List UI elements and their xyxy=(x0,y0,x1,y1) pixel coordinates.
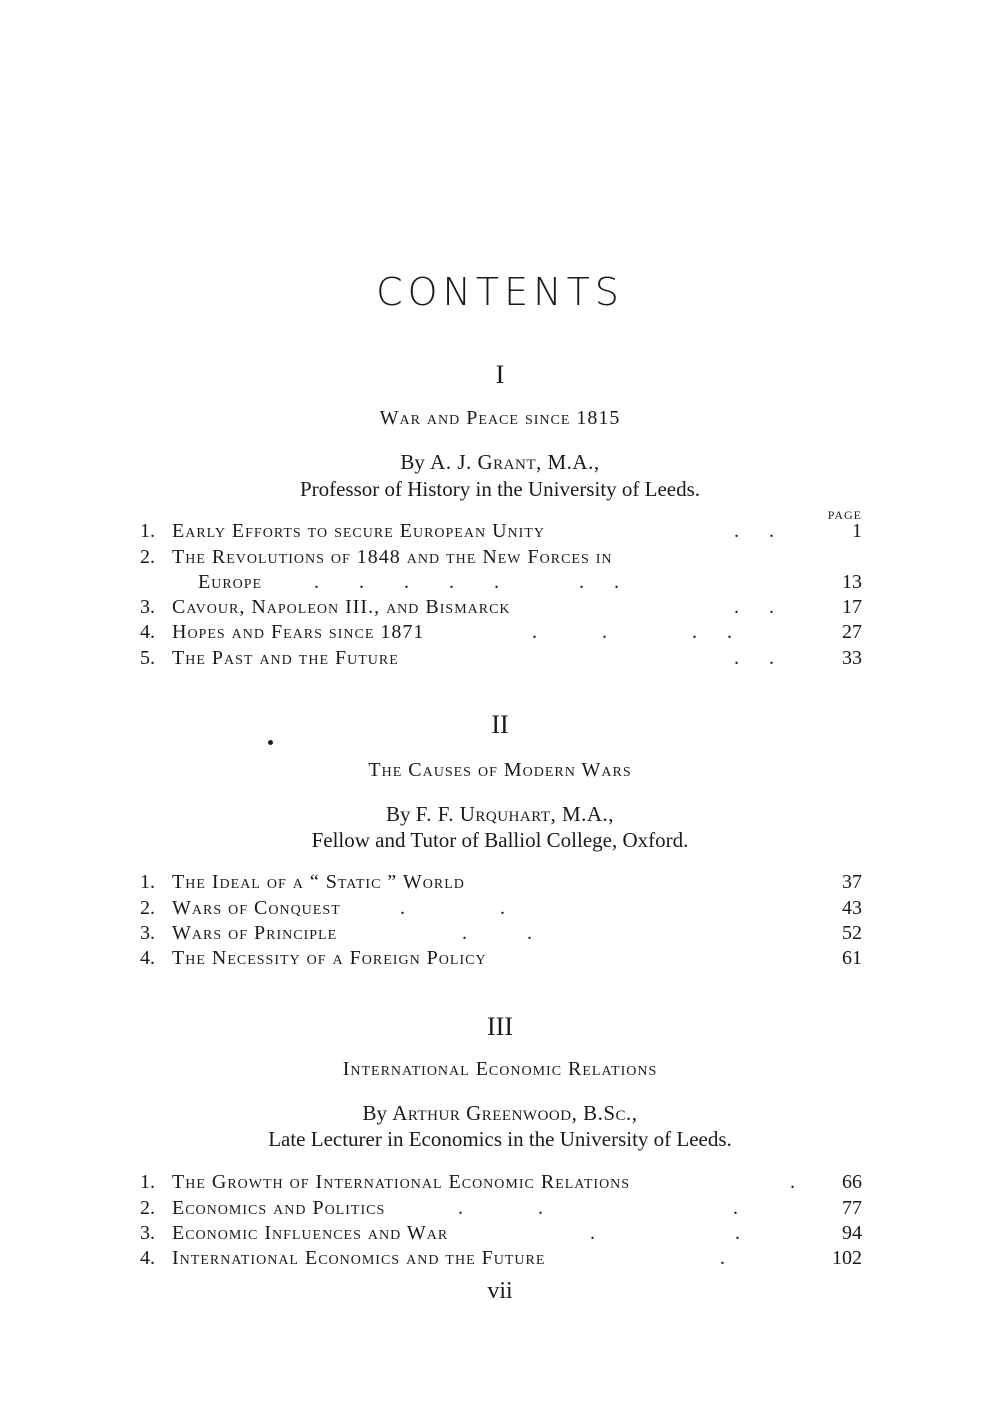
page-title: CONTENTS xyxy=(376,270,624,314)
entry-number: 3. xyxy=(140,1222,155,1244)
entry-number: 3. xyxy=(140,922,155,944)
toc-entry[interactable] xyxy=(140,1222,862,1248)
by-label: By xyxy=(385,802,411,826)
author-role: Professor of History in the University of Leeds. xyxy=(299,477,701,501)
dot-leader: . . . xyxy=(458,1197,738,1219)
author-role: Fellow and Tutor of Balliol College, Oxford. xyxy=(311,828,689,852)
dot-leader: . . xyxy=(734,520,774,542)
entry-title: Economics and Politics xyxy=(172,1197,386,1219)
toc-entry[interactable] xyxy=(140,596,862,622)
entry-page: 13 xyxy=(842,571,862,593)
entry-page: 94 xyxy=(842,1222,862,1244)
entry-page: 33 xyxy=(842,647,862,669)
toc-entry[interactable] xyxy=(140,647,862,673)
entry-page: 52 xyxy=(842,922,862,944)
dot-leader: . . xyxy=(734,596,774,618)
dot-leader: . . xyxy=(400,897,505,919)
entry-title: Wars of Conquest xyxy=(172,897,341,919)
stray-mark xyxy=(268,740,273,745)
entry-page: 37 xyxy=(842,871,862,893)
toc-entry[interactable] xyxy=(140,922,862,948)
author-name: F. F. Urquhart, M.A., xyxy=(415,802,615,826)
toc-entry[interactable] xyxy=(140,546,862,572)
entry-title: The Growth of International Economic Relations xyxy=(172,1171,631,1193)
toc-entry[interactable] xyxy=(140,1171,862,1197)
entry-title: The Necessity of a Foreign Policy xyxy=(172,947,487,969)
by-label: By xyxy=(400,450,425,474)
toc-entry[interactable] xyxy=(140,1247,862,1273)
entry-page: 61 xyxy=(842,947,862,969)
part-numeral: II xyxy=(491,710,509,739)
entry-title: International Economics and the Future xyxy=(172,1247,546,1269)
dot-leader: . xyxy=(720,1247,725,1269)
author-line xyxy=(0,450,1000,475)
entry-number: 5. xyxy=(140,647,155,669)
author-role: Late Lecturer in Economics in the University of Leeds. xyxy=(268,1127,732,1151)
part-title: International Economic Relations xyxy=(342,1058,658,1080)
entry-title: Early Efforts to secure European Unity xyxy=(172,520,545,542)
dot-leader: . . . . . . . xyxy=(314,571,619,593)
dot-leader: . . xyxy=(462,922,532,944)
entry-page: 43 xyxy=(842,897,862,919)
entry-number: 2. xyxy=(140,897,155,919)
entry-number: 2. xyxy=(140,1197,155,1219)
entry-page: 27 xyxy=(842,621,862,643)
toc-entry[interactable] xyxy=(140,897,862,923)
author-line xyxy=(0,802,1000,827)
page-column-label: PAGE xyxy=(827,508,862,522)
author-name: Arthur Greenwood, B.Sc., xyxy=(392,1101,638,1125)
dot-leader: . . xyxy=(734,647,774,669)
entry-title: The Revolutions of 1848 and the New Forces in xyxy=(172,546,613,568)
entry-title: Economic Influences and War xyxy=(172,1222,449,1244)
part-numeral: III xyxy=(487,1012,513,1041)
toc-entry[interactable] xyxy=(140,871,862,897)
entry-number: 1. xyxy=(140,871,155,893)
dot-leader: . xyxy=(790,1171,795,1193)
toc-entry[interactable] xyxy=(140,1197,862,1223)
entry-title: Cavour, Napoleon III., and Bismarck xyxy=(172,596,511,618)
entry-number: 4. xyxy=(140,1247,155,1269)
entry-number: 4. xyxy=(140,947,155,969)
entry-title: The Ideal of a “ Static ” World xyxy=(172,871,465,893)
entry-title: Europe xyxy=(198,571,263,593)
toc-entry[interactable] xyxy=(140,520,862,546)
entry-page: 1 xyxy=(852,520,862,542)
by-label: By xyxy=(362,1101,387,1125)
part-title: War and Peace since 1815 xyxy=(379,407,621,429)
entry-title: The Past and the Future xyxy=(172,647,399,669)
entry-number: 1. xyxy=(140,1171,155,1193)
dot-leader: . . . . xyxy=(532,621,732,643)
dot-leader: . . xyxy=(590,1222,740,1244)
entry-page: 77 xyxy=(842,1197,862,1219)
part-title: The Causes of Modern Wars xyxy=(368,759,632,781)
part-numeral: I xyxy=(495,360,505,389)
toc-entry[interactable] xyxy=(140,947,862,973)
author-name: A. J. Grant, M.A., xyxy=(430,450,600,474)
entry-page: 17 xyxy=(842,596,862,618)
toc-entry-continuation[interactable] xyxy=(140,571,862,597)
entry-title: Wars of Principle xyxy=(172,922,338,944)
author-line xyxy=(0,1101,1000,1126)
entry-number: 1. xyxy=(140,520,155,542)
entry-number: 4. xyxy=(140,621,155,643)
entry-number: 2. xyxy=(140,546,155,568)
toc-entry[interactable] xyxy=(140,621,862,647)
entry-number: 3. xyxy=(140,596,155,618)
entry-page: 66 xyxy=(842,1171,862,1193)
entry-page: 102 xyxy=(832,1247,862,1269)
entry-title: Hopes and Fears since 1871 xyxy=(172,621,425,643)
page-number: vii xyxy=(487,1278,513,1304)
